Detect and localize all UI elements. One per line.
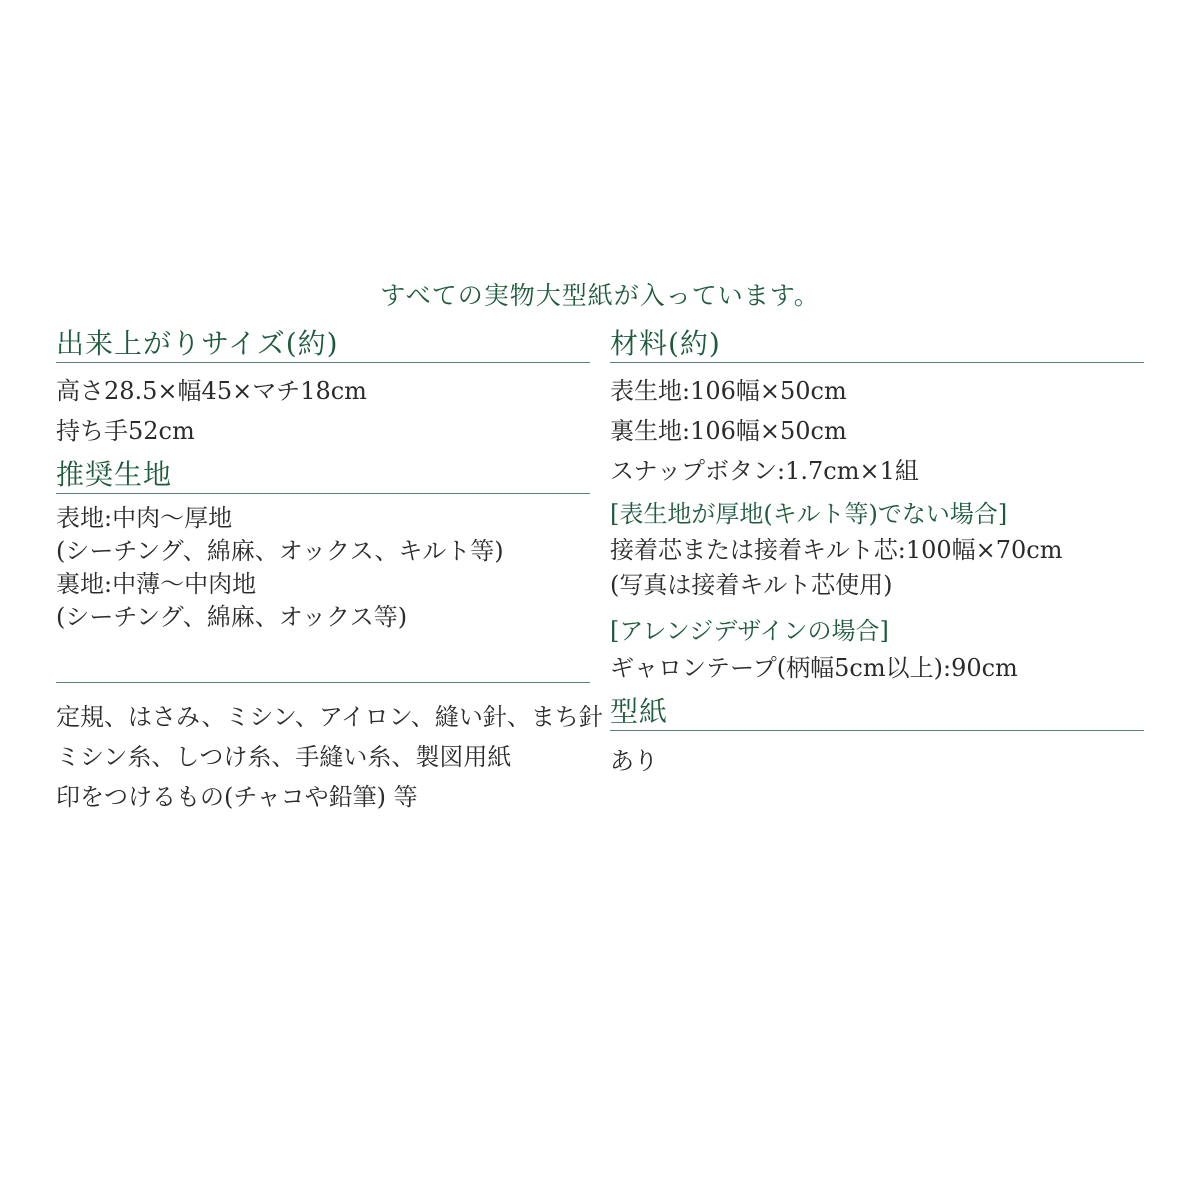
not-thick-fabric-heading: [表生地が厚地(キルト等)でない場合] [610,500,1008,528]
lining-fabric-line: 裏地:中薄〜中肉地 [56,570,257,598]
lining-fabric-amount: 裏生地:106幅×50cm [610,417,847,445]
lining-fabric-examples: (シーチング、綿麻、オックス等) [56,603,408,631]
outer-fabric-examples: (シーチング、綿麻、オックス、キルト等) [56,537,504,565]
handle-length-line: 持ち手52cm [56,417,195,445]
interfacing-amount: 接着芯または接着キルト芯:100幅×70cm [610,536,1063,564]
right-column [610,327,1144,781]
outer-fabric-amount: 表生地:106幅×50cm [610,377,847,405]
pattern-included-notice: すべての実物大型紙が入っています。 [380,281,820,310]
finished-size-heading: 出来上がりサイズ(約) [56,330,590,363]
pattern-heading: 型紙 [610,698,1144,731]
pattern-value: あり [610,747,658,775]
tools-line: ミシン糸、しつけ糸、手縫い糸、製図用紙 [56,743,512,771]
outer-fabric-line: 表地:中肉〜厚地 [56,504,233,532]
grosgrain-tape-amount: ギャロンテープ(柄幅5cm以上):90cm [610,654,1018,682]
finished-size-line: 高さ28.5×幅45×マチ18cm [56,377,367,405]
tools-line: 定規、はさみ、ミシン、アイロン、縫い針、まち針 [56,703,603,731]
recommended-fabric-heading: 推奨生地 [56,461,590,494]
arrange-design-heading: [アレンジデザインの場合] [610,617,889,645]
tools-line: 印をつけるもの(チャコや鉛筆) 等 [56,783,418,811]
materials-heading: 材料(約) [610,330,1144,363]
interfacing-note: (写真は接着キルト芯使用) [610,571,893,599]
snap-button-amount: スナップボタン:1.7cm×1組 [610,457,919,485]
left-column [56,327,603,817]
